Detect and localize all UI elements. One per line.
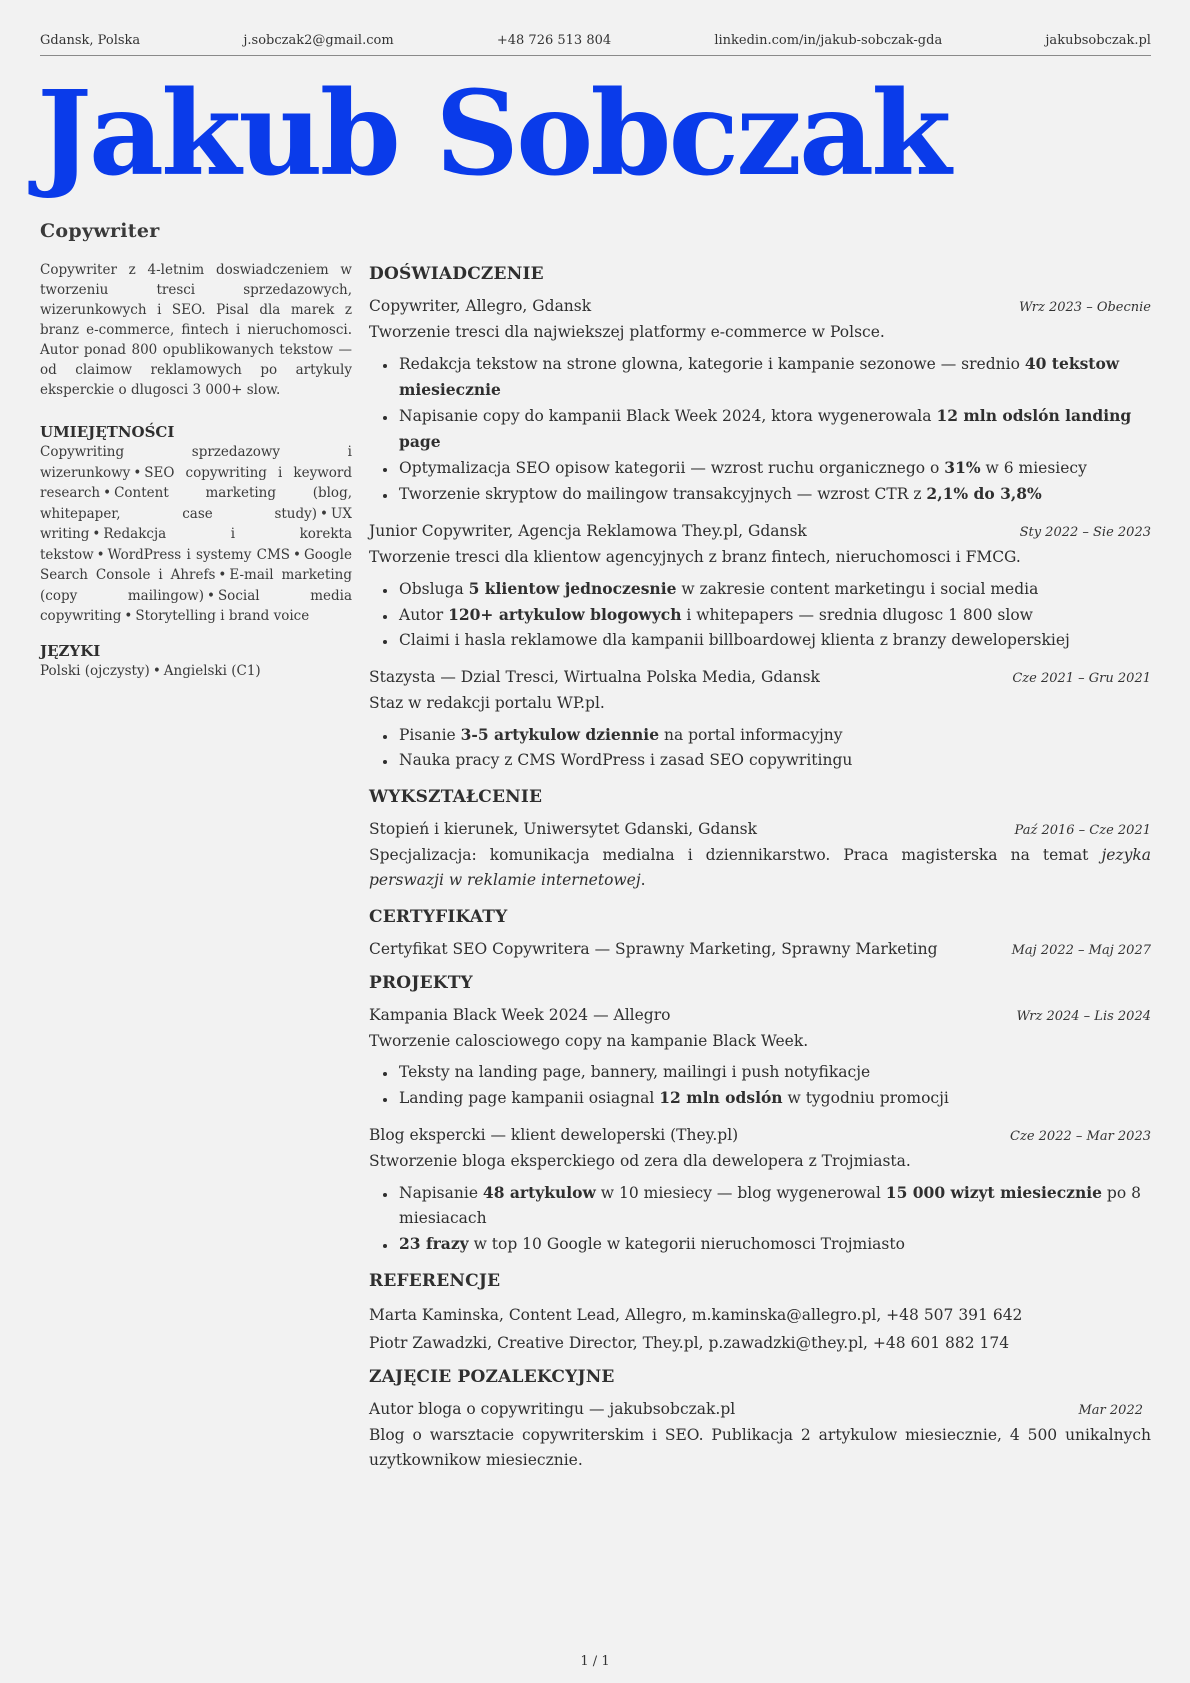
education-heading: WYKSZTAŁCENIE (369, 787, 543, 807)
job-date: Wrz 2023 – Obecnie (1019, 300, 1151, 315)
skill-item: Content marketing (blog, whitepaper, case study) (40, 485, 352, 522)
bullet-item: • Landing page kampanii osiagnal 12 mln odslón w tygodniu promocji (397, 1085, 1151, 1111)
experience-heading: DOŚWIADCZENIE (369, 264, 544, 284)
bullet-item: • Optymalizacja SEO opisow kategorii — wzrost ruchu organicznego o 31% w 6 miesiecy (397, 455, 1151, 481)
project-date: Wrz 2024 – Lis 2024 (1016, 1009, 1151, 1024)
language-item: Polski (ojczysty) (40, 662, 150, 679)
reference-item: Piotr Zawadzki, Creative Director, They.pl, p.zawadzki@they.pl, +48 601 882 174 (369, 1334, 1010, 1352)
bullet-item: • Napisanie copy do kampanii Black Week 2024, ktora wygenerowala 12 mln odslón landing page (397, 403, 1151, 455)
candidate-role: Copywriter (40, 220, 160, 242)
project-description: Tworzenie calosciowego copy na kampanie Black Week. (369, 1032, 809, 1050)
skill-item: Storytelling i brand voice (135, 608, 310, 624)
candidate-name: Jakub Sobczak (37, 66, 949, 202)
extracurricular-description: Blog o warsztacie copywriterskim i SEO. Publikacja 2 artykulow miesiecznie, 4 500 unikalnych uzytkownikow miesiecznie. (369, 1426, 1151, 1469)
job-title: Copywriter, Allegro, Gdansk (369, 297, 592, 315)
skill-item: WordPress i systemy CMS (107, 546, 291, 563)
job-entry (369, 519, 1151, 653)
job-entry (369, 665, 1151, 773)
skill-item: Copywriting sprzedazowy i wizerunkowy (40, 444, 352, 481)
extracurricular-date: Mar 2022 (1078, 1403, 1143, 1418)
certificates-heading: CERTYFIKATY (369, 907, 508, 927)
contact-phone[interactable]: +48 726 513 804 (496, 33, 612, 48)
skill-item: UX writing (40, 505, 352, 542)
project-bullets (369, 1060, 1151, 1111)
education-title: Stopień i kierunek, Uniwersytet Gdanski, Gdansk (369, 820, 758, 838)
resume-page (37, 0, 1151, 1683)
skill-item: Redakcja i korekta tekstow (40, 526, 352, 563)
right-column (369, 262, 1151, 1473)
project-title: Blog ekspercki — klient deweloperski (They.pl) (369, 1126, 739, 1144)
job-title: Junior Copywriter, Agencja Reklamowa They.pl, Gdansk (369, 522, 807, 540)
project-entry (369, 1123, 1151, 1257)
job-date: Cze 2021 – Gru 2021 (1012, 671, 1151, 686)
bullet-item: • Teksty na landing page, bannery, mailingi i push notyfikacje (397, 1060, 1151, 1085)
education-description: Specjalizacja: komunikacja medialna i dziennikarstwo. Praca magisterska na temat jezyka perswazji w reklamie internetowej. (369, 846, 1151, 889)
extracurricular-heading: ZAJĘCIE POZALEKCYJNE (369, 1367, 615, 1387)
job-bullets (369, 576, 1151, 653)
bullet-item: • Pisanie 3-5 artykulow dziennie na portal informacyjny (397, 722, 1151, 748)
bullet-item: • 23 frazy w top 10 Google w kategorii nieruchomosci Trojmiasto (397, 1231, 1151, 1257)
job-entry (369, 294, 1151, 507)
contact-bar (40, 33, 1151, 56)
job-bullets (369, 722, 1151, 773)
skill-item: Google Search Console i Ahrefs (40, 546, 352, 583)
bullet-item: • Redakcja tekstow na strone glowna, kategorie i kampanie sezonowe — srednio 40 tekstow miesiecznie (397, 351, 1151, 403)
certificate-date: Maj 2022 – Maj 2027 (1011, 943, 1151, 958)
languages-list: Polski (ojczysty) • Angielski (C1) (40, 662, 261, 679)
education-entry (369, 817, 1151, 893)
projects-heading: PROJEKTY (369, 973, 473, 993)
project-description: Stworzenie bloga eksperckiego od zera dla dewelopera z Trojmiasta. (369, 1152, 911, 1170)
extracurricular-entry (369, 1397, 1151, 1473)
page-number: 1 / 1 (580, 1654, 610, 1669)
contact-email[interactable]: j.sobczak2@gmail.com (243, 33, 394, 48)
skills-heading: UMIEJĘTNOŚCI (40, 423, 175, 441)
language-item: Angielski (C1) (163, 662, 261, 679)
project-entry (369, 1003, 1151, 1111)
left-column (40, 260, 352, 681)
extracurricular-title: Autor bloga o copywritingu — jakubsobczak.pl (369, 1400, 736, 1418)
project-date: Cze 2022 – Mar 2023 (1010, 1129, 1151, 1144)
references-heading: REFERENCJE (369, 1271, 501, 1291)
bullet-item: • Napisanie 48 artykulow w 10 miesiecy — blog wygenerowal 15 000 wizyt miesiecznie po 8 miesiacach (397, 1180, 1151, 1231)
job-bullets (369, 351, 1151, 507)
skill-item: SEO copywriting i keyword research (40, 464, 352, 501)
project-title: Kampania Black Week 2024 — Allegro (369, 1006, 671, 1024)
job-description: Tworzenie tresci dla klientow agencyjnych z branz fintech, nieruchomosci i FMCG. (369, 548, 1021, 566)
bullet-item: • Claimi i hasla reklamowe dla kampanii billboardowej klienta z branzy deweloperskiej (397, 628, 1151, 653)
skill-item: E-mail marketing (copy mailingow) (40, 567, 352, 604)
contact-website[interactable]: jakubsobczak.pl (1045, 33, 1151, 48)
project-bullets (369, 1180, 1151, 1257)
job-date: Sty 2022 – Sie 2023 (1019, 525, 1151, 540)
bullet-item: • Autor 120+ artykulow blogowych i whitepapers — srednia dlugosc 1 800 slow (397, 602, 1151, 628)
bullet-item: • Tworzenie skryptow do mailingow transakcyjnych — wzrost CTR z 2,1% do 3,8% (397, 481, 1151, 507)
summary-text: Copywriter z 4-letnim doswiadczeniem w tworzeniu tresci sprzedazowych, wizerunkowych i SEO. Pisal dla marek z branz e-commerce, fintech i nieruchomosci. Autor ponad 800 opublikowanych tekstow — od claimow reklamowych po artykuly eksperckie o dlugosci 3 000+ slow. (40, 262, 352, 398)
skill-item: Social media copywriting (40, 587, 352, 624)
job-title: Stazysta — Dzial Tresci, Wirtualna Polska Media, Gdansk (369, 668, 820, 686)
skills-list: Copywriting sprzedazowy i wizerunkowy • SEO copywriting i keyword research • Content marketing (blog, whitepaper, case study) • UX writing • Redakcja i korekta tekstow • WordPress i systemy CMS • Google Search Console i Ahrefs • E-mail marketing (copy mailingow) • Social media copywriting • Storytelling i brand voice (40, 444, 352, 624)
job-description: Tworzenie tresci dla najwiekszej platformy e-commerce w Polsce. (369, 323, 885, 341)
bullet-item: • Obsluga 5 klientow jednoczesnie w zakresie content marketingu i social media (397, 576, 1151, 602)
bullet-item: • Nauka pracy z CMS WordPress i zasad SEO copywritingu (397, 748, 1151, 773)
certificate-title: Certyfikat SEO Copywritera — Sprawny Marketing, Sprawny Marketing (369, 940, 938, 958)
reference-item: Marta Kaminska, Content Lead, Allegro, m.kaminska@allegro.pl, +48 507 391 642 (369, 1306, 1023, 1324)
education-date: Paź 2016 – Cze 2021 (1014, 823, 1151, 838)
contact-linkedin[interactable]: linkedin.com/in/jakub-sobczak-gda (714, 33, 943, 48)
contact-location: Gdansk, Polska (40, 33, 141, 48)
languages-heading: JĘZYKI (40, 641, 101, 660)
job-description: Staz w redakcji portalu WP.pl. (369, 694, 605, 712)
certificate-entry (369, 937, 1151, 963)
